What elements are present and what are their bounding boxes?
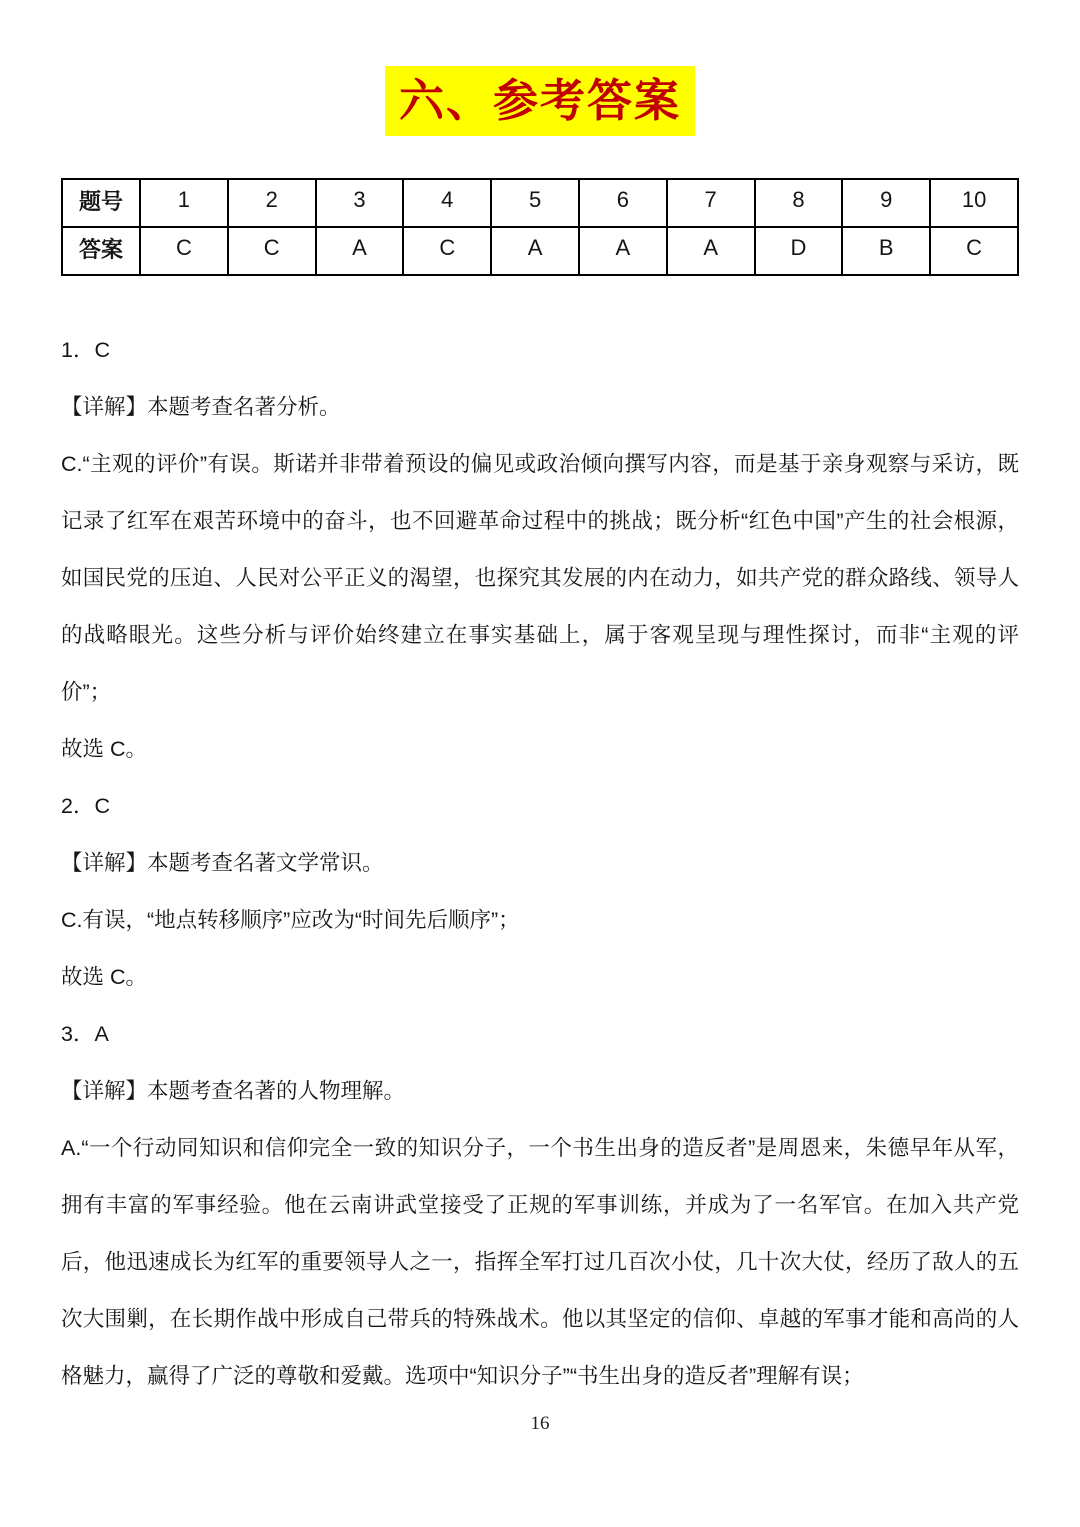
answer-cell: D: [755, 227, 843, 275]
q2-conclusion-line: 故选 C。: [61, 965, 148, 989]
answer-cell: B: [842, 227, 930, 275]
question-number-cell: 10: [930, 179, 1018, 227]
q3-answer-line: 3．A: [61, 1022, 109, 1046]
question-number-cell: 8: [755, 179, 843, 227]
title-row: [0, 0, 1080, 136]
q2-detail-line: 【详解】本题考查名著文学常识。: [61, 851, 384, 875]
q2-body-paragraph: C.有误，“地点转移顺序”应改为“时间先后顺序”；: [61, 908, 520, 932]
page-number: 16: [530, 1413, 550, 1434]
answer-row-label: 答案: [62, 227, 140, 275]
table-row-answers: [62, 227, 1018, 275]
answer-cell: A: [491, 227, 579, 275]
q3-detail-line: 【详解】本题考查名著的人物理解。: [61, 1079, 406, 1103]
q1-answer-line: 1．C: [61, 338, 110, 362]
answer-cell: A: [316, 227, 404, 275]
answer-cell: C: [403, 227, 491, 275]
q1-detail-line: 【详解】本题考查名著分析。: [61, 395, 341, 419]
page-title: 六、参考答案: [385, 66, 695, 136]
q1-conclusion-line: 故选 C。: [61, 737, 148, 761]
question-number-cell: 3: [316, 179, 404, 227]
q1-body-paragraph: C.“主观的评价”有误。斯诺并非带着预设的偏见或政治倾向撰写内容，而是基于亲身观察与采访，既记录了红军在艰苦环境中的奋斗，也不回避革命过程中的挑战；既分析“红色中国”产生的社会根源，如国民党的压迫、人民对公平正义的渴望，也探究其发展的内在动力，如共产党的群众路线、领导人的战略眼光。这些分析与评价始终建立在事实基础上，属于客观呈现与理性探讨，而非“主观的评价”；: [61, 452, 1019, 704]
table-row-question-numbers: [62, 179, 1018, 227]
answer-cell: C: [228, 227, 316, 275]
answer-explanations: [61, 322, 1019, 1405]
question-number-cell: 9: [842, 179, 930, 227]
q3-body-paragraph: A.“一个行动同知识和信仰完全一致的知识分子，一个书生出身的造反者”是周恩来，朱德早年从军，拥有丰富的军事经验。他在云南讲武堂接受了正规的军事训练，并成为了一名军官。在加入共产党后，他迅速成长为红军的重要领导人之一，指挥全军打过几百次小仗，几十次大仗，经历了敌人的五次大围剿，在长期作战中形成自己带兵的特殊战术。他以其坚定的信仰、卓越的军事才能和高尚的人格魅力，赢得了广泛的尊敬和爱戴。选项中“知识分子”“书生出身的造反者”理解有误；: [61, 1136, 1019, 1388]
answer-cell: C: [140, 227, 228, 275]
question-number-row-label: 题号: [62, 179, 140, 227]
question-number-cell: 2: [228, 179, 316, 227]
answer-cell: A: [667, 227, 755, 275]
question-number-cell: 4: [403, 179, 491, 227]
answer-cell: A: [579, 227, 667, 275]
question-number-cell: 7: [667, 179, 755, 227]
question-number-cell: 6: [579, 179, 667, 227]
answer-cell: C: [930, 227, 1018, 275]
q2-answer-line: 2．C: [61, 794, 110, 818]
question-number-cell: 5: [491, 179, 579, 227]
answer-key-table: [61, 178, 1019, 276]
question-number-cell: 1: [140, 179, 228, 227]
